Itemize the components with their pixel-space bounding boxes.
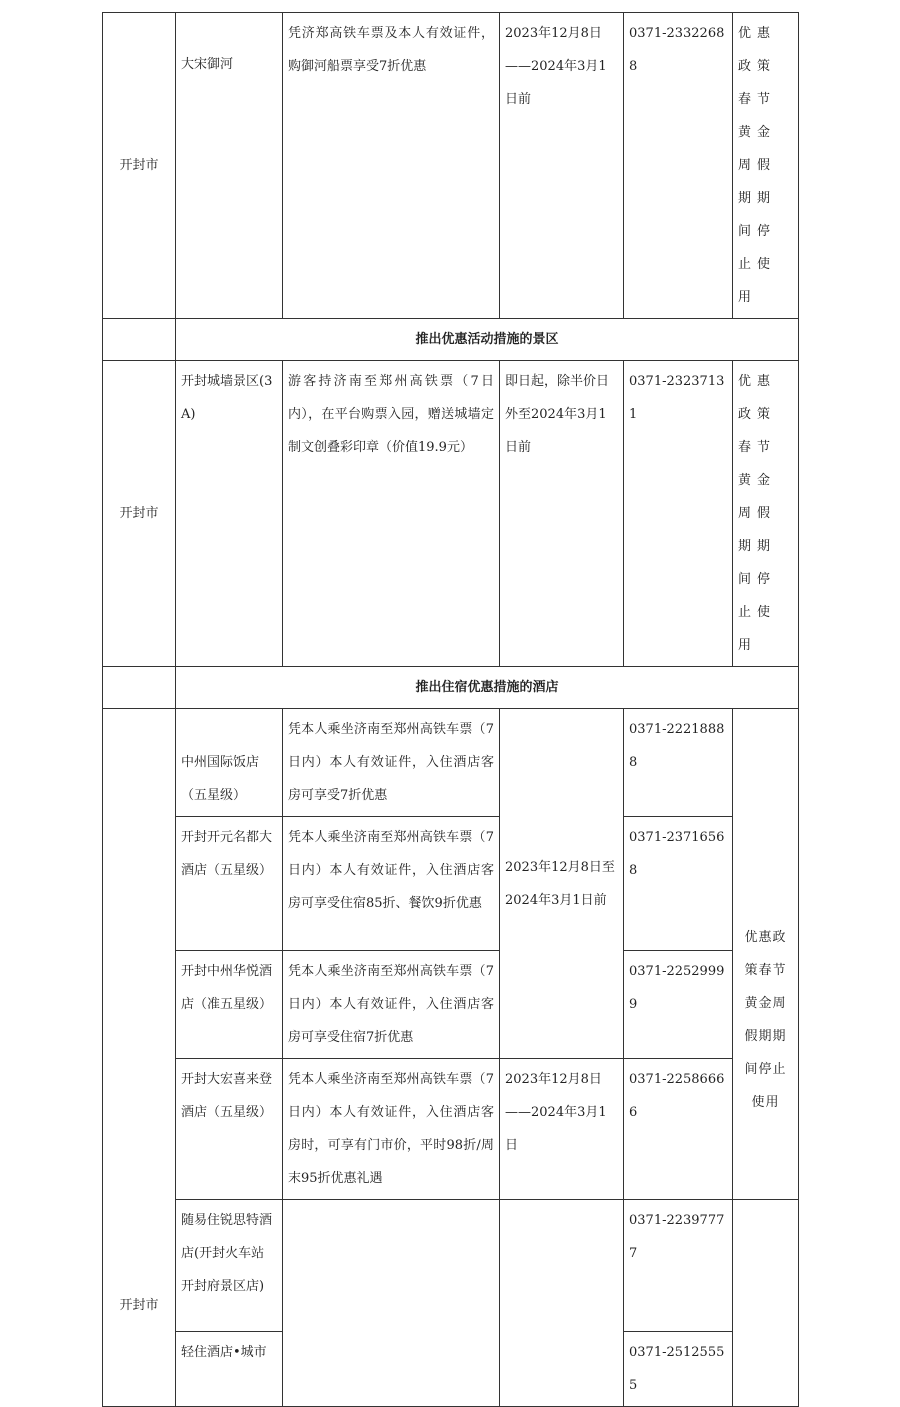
- empty-cell: [103, 319, 176, 361]
- hotel-name: 开封大宏喜来登酒店（五星级）: [176, 1059, 283, 1200]
- phone-number: 0371-23237131: [624, 361, 733, 667]
- period-text: 2023年12月8日至2024年3月1日前: [500, 709, 624, 1059]
- empty-cell: [103, 667, 176, 709]
- table-row: [103, 817, 799, 951]
- hotel-name: 中州国际饭店（五星级）: [176, 709, 283, 817]
- phone-number: 0371-22397777: [624, 1200, 733, 1332]
- offer-text: 凭济郑高铁车票及本人有效证件，购御河船票享受7折优惠: [283, 13, 500, 319]
- table-row: [103, 13, 799, 319]
- phone-number: 0371-23322688: [624, 13, 733, 319]
- hotel-name: 开封中州华悦酒店（准五星级）: [176, 951, 283, 1059]
- table-row: [103, 1059, 799, 1200]
- period-text: 2023年12月8日——2024年3月1日前: [500, 13, 624, 319]
- venue-name: 大宋御河: [176, 13, 283, 319]
- period-text: 2023年12月8日——2024年3月1日: [500, 1059, 624, 1200]
- section-title-activity: 推出优惠活动措施的景区: [176, 319, 799, 361]
- table-row: [103, 361, 799, 667]
- table-row: [103, 951, 799, 1059]
- phone-number: 0371-22586666: [624, 1059, 733, 1200]
- note-text: 优惠政策春节黄金周假期期间停止使用: [733, 709, 799, 1200]
- phone-number: 0371-22529999: [624, 951, 733, 1059]
- discount-table: [102, 12, 799, 1407]
- city-cell: [103, 709, 176, 1407]
- venue-name: 开封城墙景区(3A): [176, 361, 283, 667]
- section-row: [103, 667, 799, 709]
- table-row: [103, 709, 799, 817]
- offer-text: 游客持济南至郑州高铁票（7日内），在平台购票入园，赠送城墙定制文创叠彩印章（价值19.9元）: [283, 361, 500, 667]
- hotel-name: 随易住锐思特酒店(开封火车站开封府景区店): [176, 1200, 283, 1332]
- hotel-name: 开封开元名都大酒店（五星级）: [176, 817, 283, 951]
- phone-number: 0371-25125555: [624, 1332, 733, 1407]
- offer-text: 凭本人乘坐济南至郑州高铁车票（7日内）本人有效证件，入住酒店客房时，可享有门市价，平时98折/周末95折优惠礼遇: [283, 1059, 500, 1200]
- offer-text: 凭本人乘坐济南至郑州高铁车票（7日内）本人有效证件，入住酒店客房可享受7折优惠: [283, 709, 500, 817]
- table-row: [103, 1200, 799, 1332]
- empty-offer-cell: [283, 1200, 500, 1407]
- phone-number: 0371-23716568: [624, 817, 733, 951]
- period-text: 即日起，除半价日外至2024年3月1日前: [500, 361, 624, 667]
- section-row: [103, 319, 799, 361]
- city-cell: 开封市: [103, 13, 176, 319]
- section-title-lodging: 推出住宿优惠措施的酒店: [176, 667, 799, 709]
- city-label: 开封市: [119, 1298, 159, 1313]
- empty-period-cell: [500, 1200, 624, 1407]
- note-text: 优惠政策春节黄金周假期期间停止使用: [733, 361, 799, 667]
- city-cell: 开封市: [103, 361, 176, 667]
- phone-number: 0371-22218888: [624, 709, 733, 817]
- note-text: 优惠政策春节黄金周假期期间停止使用: [733, 13, 799, 319]
- empty-note-cell: [733, 1200, 799, 1407]
- offer-text: 凭本人乘坐济南至郑州高铁车票（7日内）本人有效证件，入住酒店客房可享受住宿7折优惠: [283, 951, 500, 1059]
- offer-text: 凭本人乘坐济南至郑州高铁车票（7日内）本人有效证件，入住酒店客房可享受住宿85折、餐饮9折优惠: [283, 817, 500, 951]
- hotel-name: 轻住酒店•城市: [176, 1332, 283, 1407]
